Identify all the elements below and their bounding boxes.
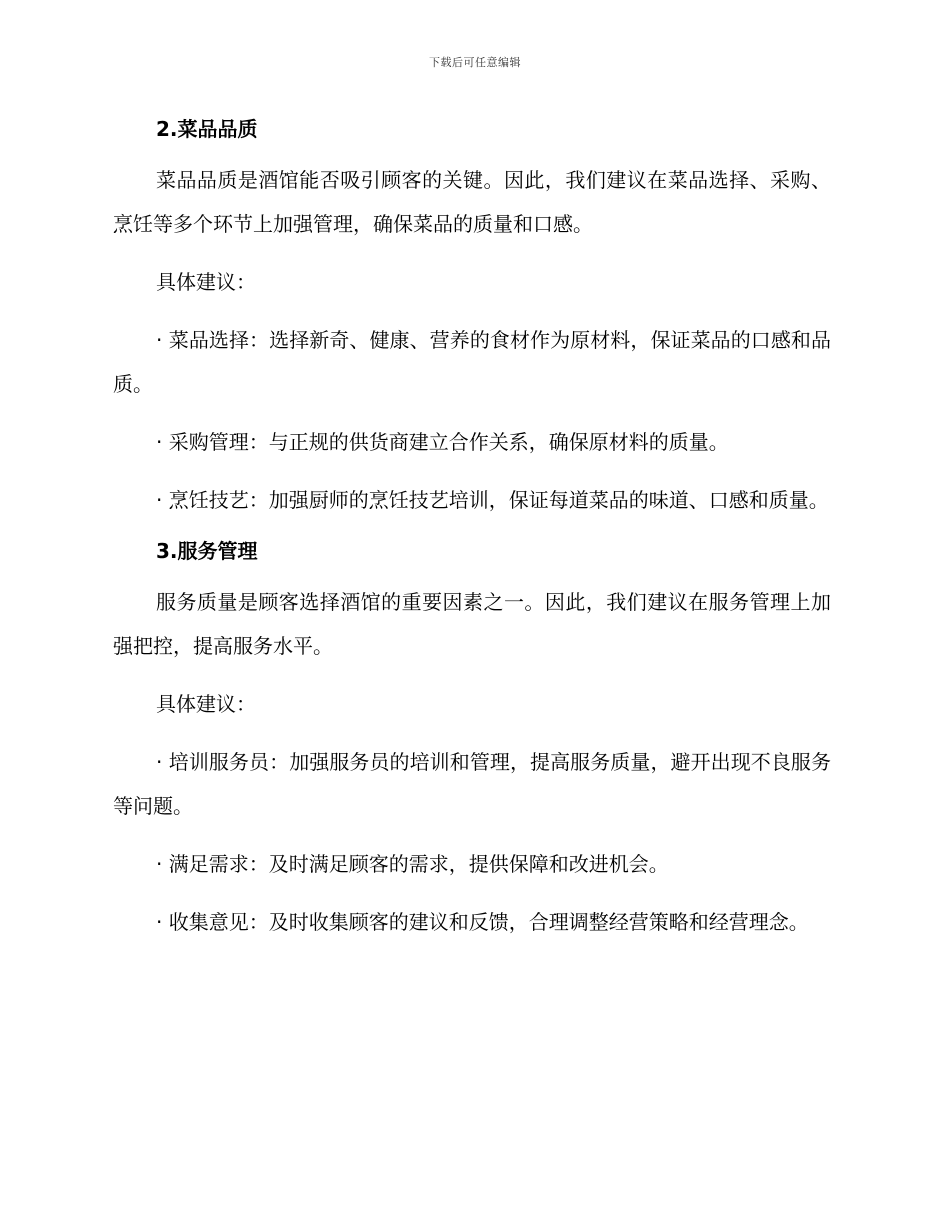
document-body	[113, 114, 831, 944]
bullet-dish-selection: · 菜品选择：选择新奇、健康、营养的食材作为原材料，保证菜品的口感和品质。	[113, 328, 831, 396]
section-heading-dish-quality: 2.菜品品质	[156, 117, 258, 141]
bullet-meet-needs: · 满足需求：及时满足顾客的需求，提供保障和改进机会。	[156, 852, 669, 876]
bullet-procurement: · 采购管理：与正规的供货商建立合作关系，确保原材料的质量。	[156, 430, 729, 454]
section-heading-service-management: 3.服务管理	[156, 539, 258, 563]
bullet-cooking-skills: · 烹饪技艺：加强厨师的烹饪技艺培训，保证每道菜品的味道、口感和质量。	[156, 488, 829, 512]
advice-label: 具体建议：	[156, 270, 256, 294]
bullet-staff-training: · 培训服务员：加强服务员的培训和管理，提高服务质量，避开出现不良服务等问题。	[113, 750, 831, 818]
section-intro-dish-quality: 菜品品质是酒馆能否吸引顾客的关键。因此，我们建议在菜品选择、采购、烹饪等多个环节上加强管理，确保菜品的质量和口感。	[113, 168, 831, 236]
section-intro-service-management: 服务质量是顾客选择酒馆的重要因素之一。因此，我们建议在服务管理上加强把控，提高服务水平。	[113, 590, 831, 658]
advice-label: 具体建议：	[156, 692, 256, 716]
header-note: 下载后可任意编辑	[429, 56, 521, 69]
bullet-collect-feedback: · 收集意见：及时收集顾客的建议和反馈，合理调整经营策略和经营理念。	[156, 910, 809, 934]
